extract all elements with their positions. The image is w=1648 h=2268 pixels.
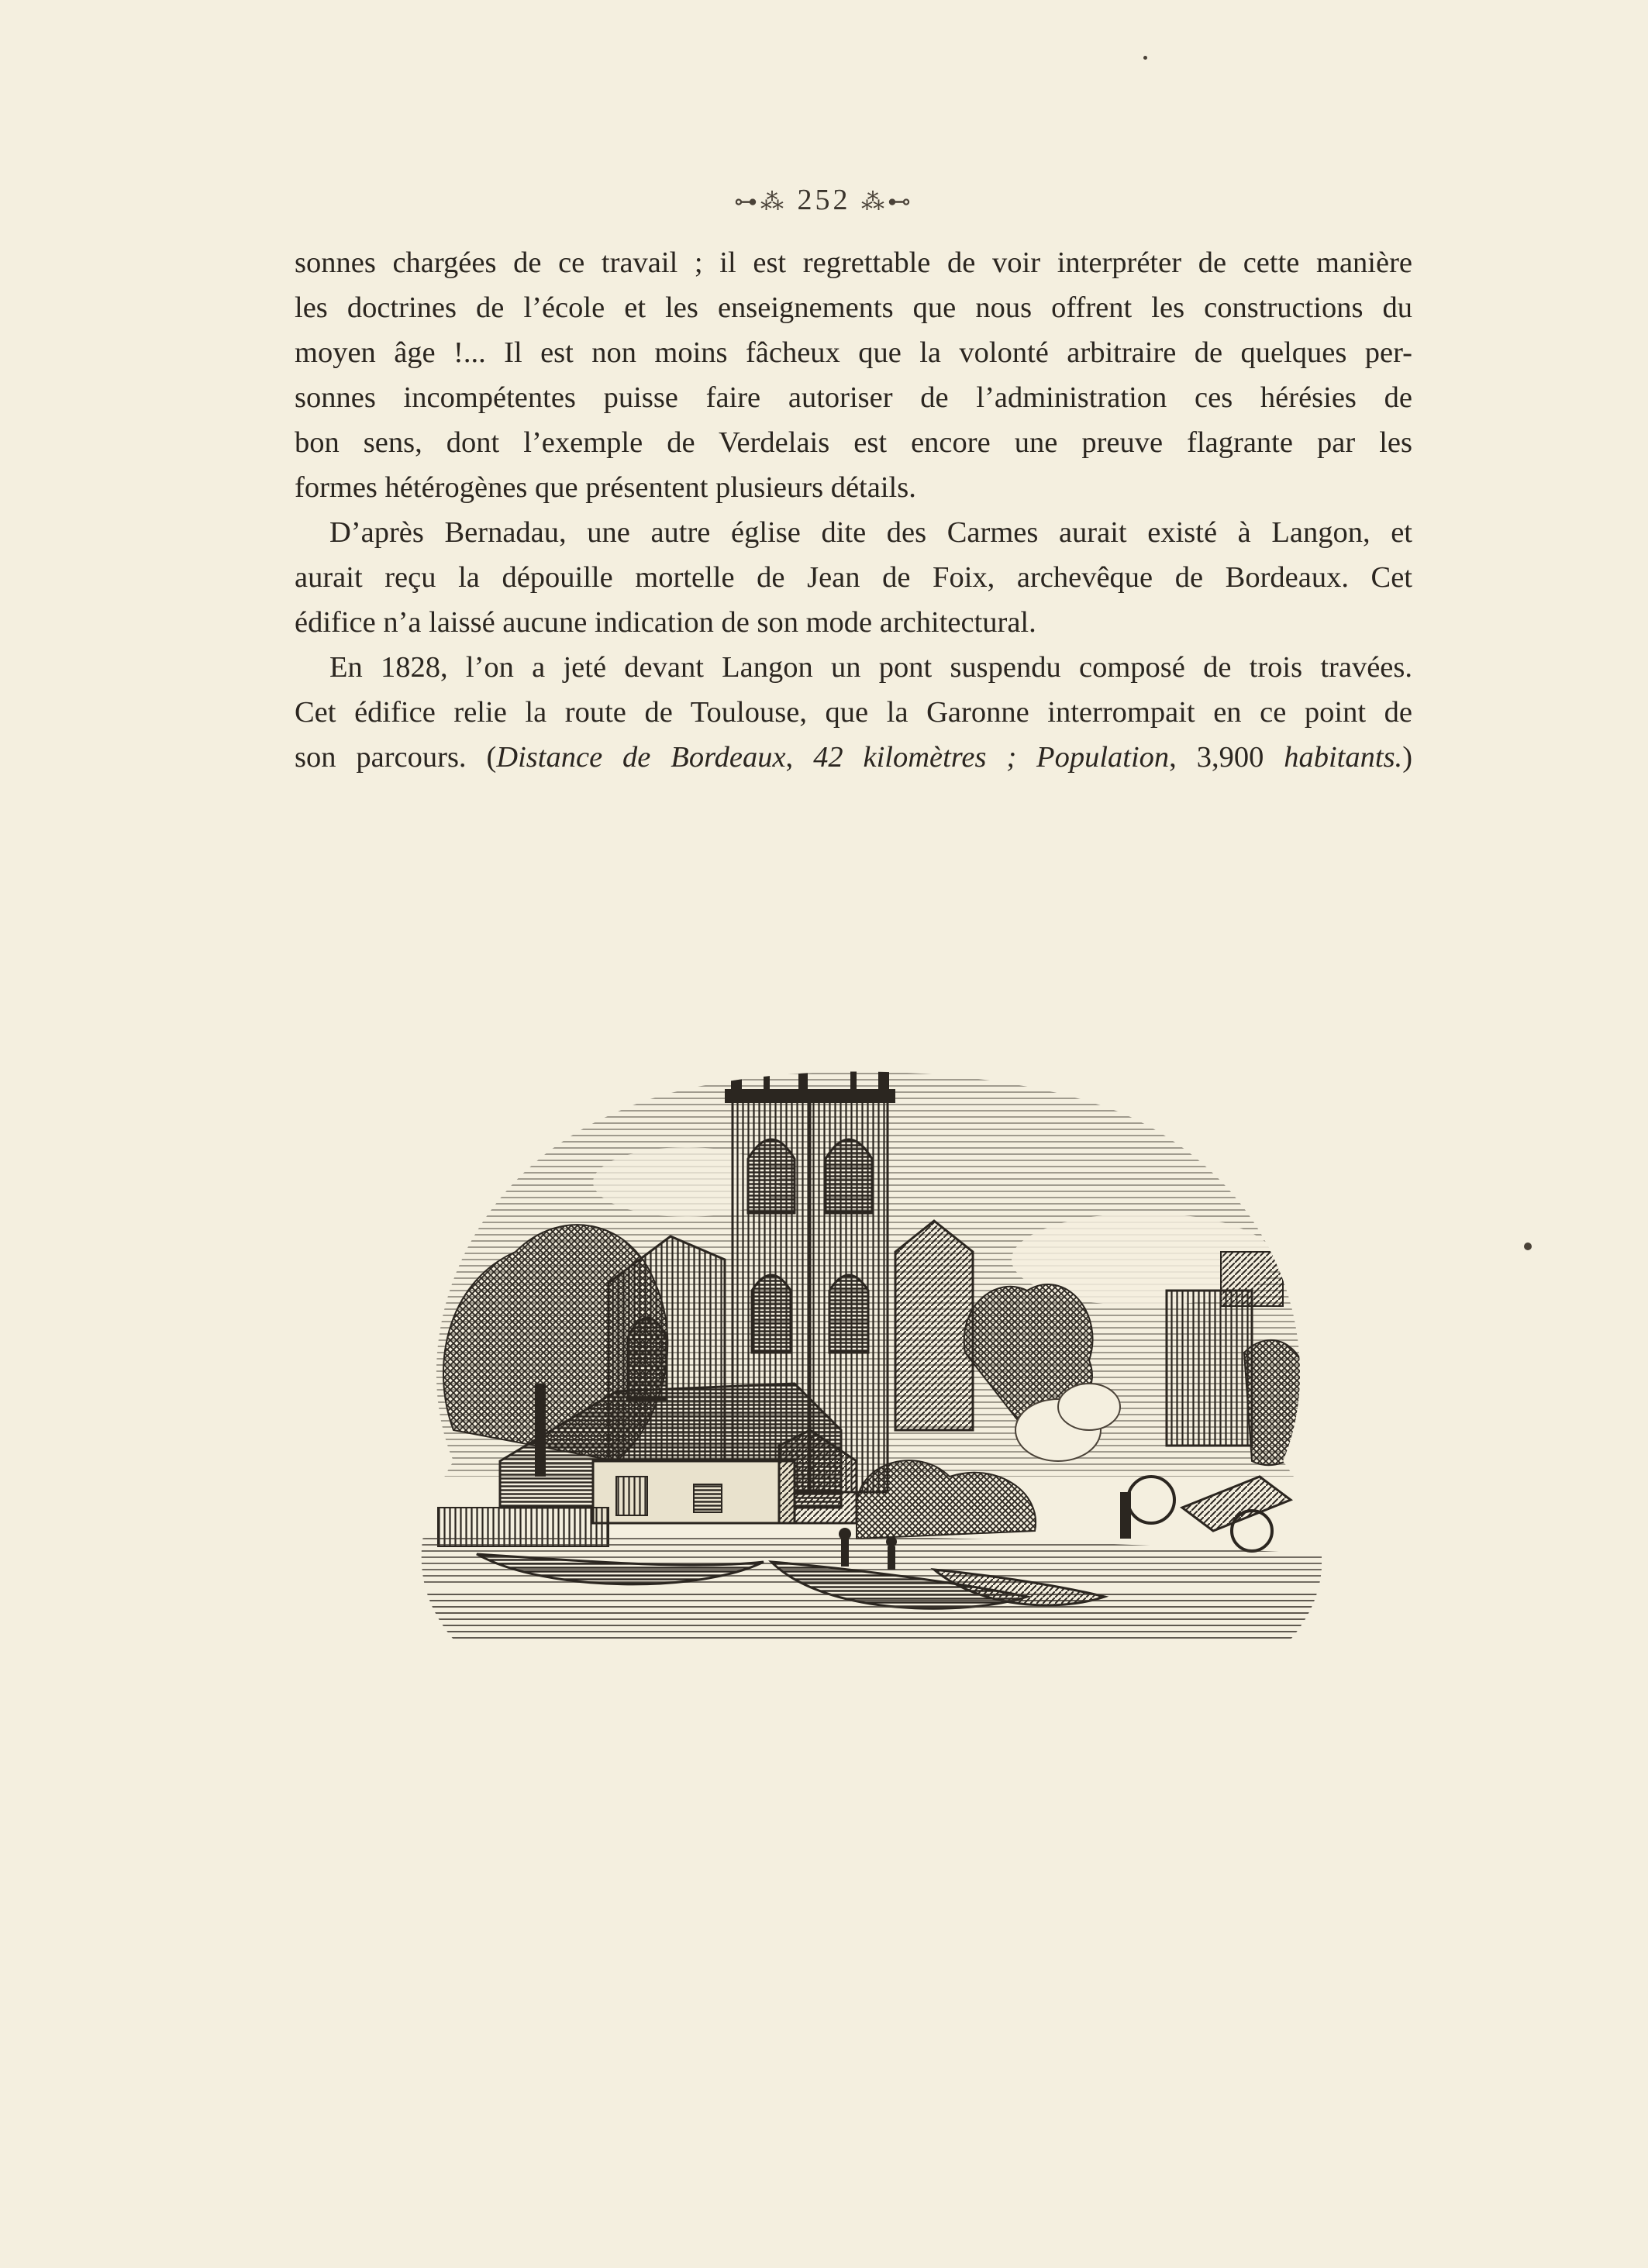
paper-speck <box>1524 1243 1532 1250</box>
church-engraving <box>360 1027 1364 1663</box>
paragraph-line: édifice n’a laissé aucune indication de son mode architectural. <box>295 606 1036 639</box>
separator: , <box>785 741 814 774</box>
paragraph-line: formes hétérogènes que présentent plusieurs détails. <box>295 471 916 504</box>
line-start: son parcours. ( <box>295 741 497 774</box>
page-number: 252 <box>797 184 851 216</box>
paper-speck <box>1143 56 1147 60</box>
ornament-right: ⁂⊷ <box>861 189 914 215</box>
paragraph-line: Cet édifice relie la route de Toulouse, que la Garonne interrompait en ce point de <box>295 696 1412 729</box>
paragraph-line: sonnes chargées de ce travail ; il est regrettable de voir interpréter de cette manière <box>295 246 1412 279</box>
separator <box>1264 741 1284 774</box>
paragraph-line: bon sens, dont l’exemple de Verdelais est encore une preuve flagrante par les <box>295 426 1412 459</box>
population-unit: habitants. <box>1284 741 1403 774</box>
paragraph-line: sonnes incompétentes puisse faire autoriser de l’administration ces hérésies de <box>295 381 1412 414</box>
paragraph-line: moyen âge !... Il est non moins fâcheux que la volonté arbitraire de quelques per- <box>295 336 1412 369</box>
paragraph-line: les doctrines de l’école et les enseignements que nous offrent les constructions du <box>295 291 1412 324</box>
paragraph-last-line <box>295 735 1412 780</box>
paragraph-line: D’après Bernadau, une autre église dite des Carmes aurait existé à Langon, et <box>329 516 1412 549</box>
paragraph-line: En 1828, l’on a jeté devant Langon un pont suspendu composé de trois travées. <box>329 651 1412 684</box>
separator: , <box>1169 741 1197 774</box>
distance-label: Distance de Bordeaux <box>496 741 786 774</box>
population-value: 3,900 <box>1196 741 1264 774</box>
ornament-left: ⊶⁂ <box>734 189 787 215</box>
paragraph-line: aurait reçu la dépouille mortelle de Jean de Foix, archevêque de Bordeaux. Cet <box>295 561 1412 594</box>
body-text <box>295 240 1412 780</box>
page-header <box>0 183 1648 217</box>
line-end: ) <box>1402 741 1413 774</box>
distance-value: 42 kilomètres ; Population <box>813 741 1170 774</box>
